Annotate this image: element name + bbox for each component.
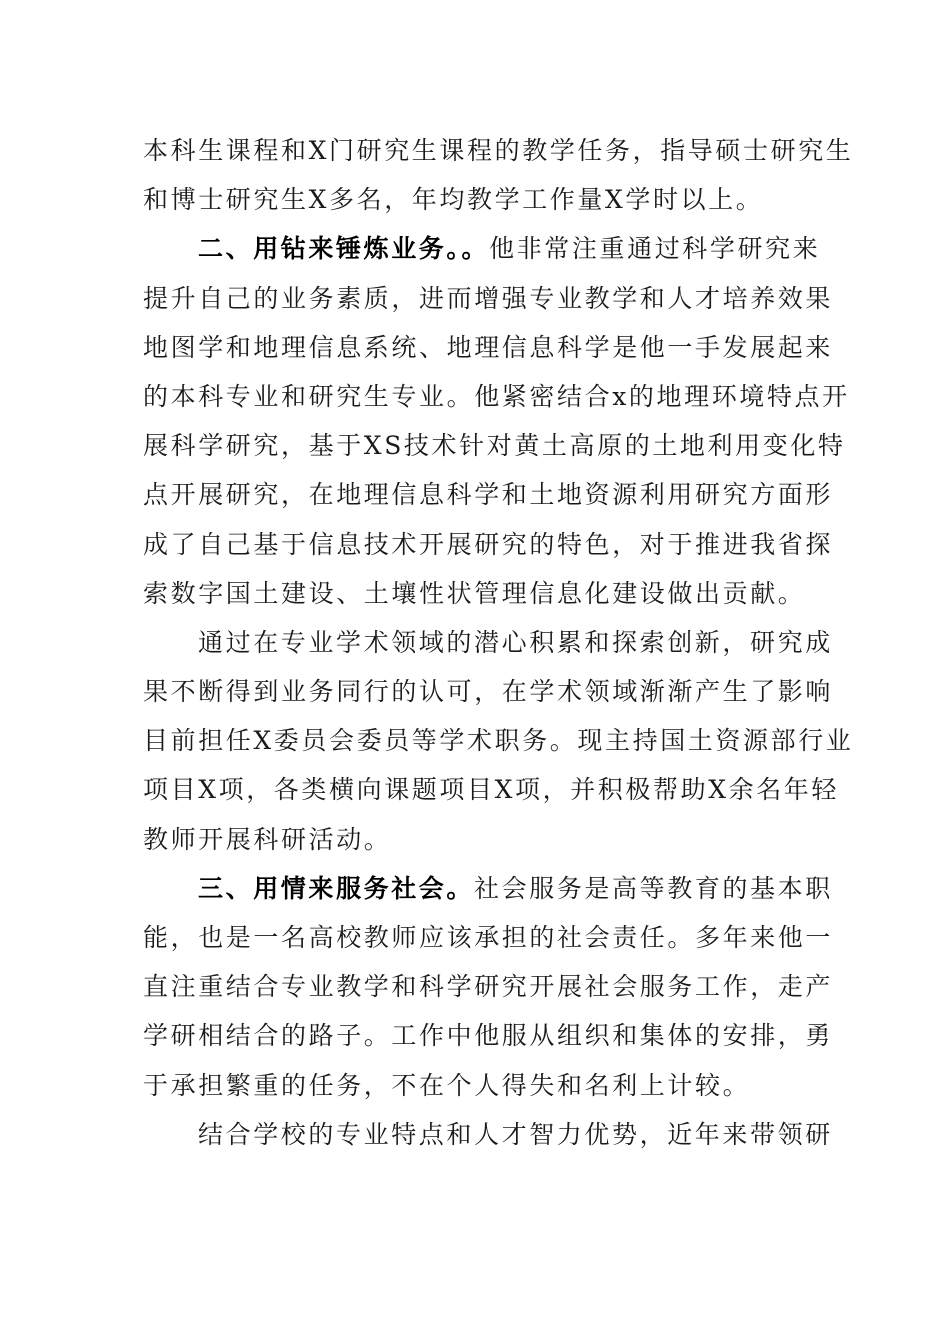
paragraph-start-line: 通过在专业学术领域的潜心积累和探索创新，研究成 — [198, 627, 833, 657]
text-line: 项目X项，各类横向课题项目X项，并积极帮助X余名年轻 — [143, 775, 839, 805]
text-line: 社会服务是高等教育的基本职 — [474, 873, 833, 903]
text-line: 和博士研究生X多名，年均教学工作量X学时以上。 — [143, 185, 764, 215]
text-line: 点开展研究，在地理信息科学和土地资源利用研究方面形 — [143, 480, 834, 510]
section-heading: 三、用情来服务社会。 — [198, 873, 475, 903]
text-line: 本科生课程和X门研究生课程的教学任务，指导硕士研究生 — [143, 136, 854, 165]
section-heading-line — [143, 224, 821, 273]
text-line: 果不断得到业务同行的认可，在学术领域渐渐产生了影响 — [143, 677, 834, 707]
text-line: 直注重结合专业教学和科学研究开展社会服务工作，走产 — [143, 972, 834, 1002]
section-heading-line — [143, 864, 833, 913]
paragraph-start-line: 结合学校的专业特点和人才智力优势，近年来带领研 — [198, 1119, 833, 1149]
text-line: 提升自己的业务素质，进而增强专业教学和人才培养效果 — [143, 283, 834, 313]
body-text — [143, 126, 854, 1159]
text-line: 的本科专业和研究生专业。他紧密结合x的地理环境特点开 — [143, 381, 850, 411]
section-heading: 二、用钻来锤炼业务。。 — [198, 234, 490, 264]
text-line: 他非常注重通过科学研究来 — [489, 234, 821, 264]
text-line: 目前担任X委员会委员等学术职务。现主持国土资源部行业 — [143, 726, 854, 756]
text-line: 能，也是一名高校教师应该承担的社会责任。多年来他一 — [143, 923, 834, 952]
text-line: 学研相结合的路子。工作中他服从组织和集体的安排，勇 — [143, 1021, 834, 1051]
text-line: 教师开展科研活动。 — [143, 824, 392, 854]
text-line: 地图学和地理信息系统、地理信息科学是他一手发展起来 — [143, 332, 834, 362]
text-line: 索数字国土建设、土壤性状管理信息化建设做出贡献。 — [143, 578, 806, 608]
text-line: 展科学研究，基于XS技术针对黄土高原的土地利用变化特 — [143, 431, 846, 461]
text-line: 成了自己基于信息技术开展研究的特色，对于推进我省探 — [143, 529, 834, 559]
text-line: 于承担繁重的任务，不在个人得失和名利上计较。 — [143, 1070, 751, 1100]
